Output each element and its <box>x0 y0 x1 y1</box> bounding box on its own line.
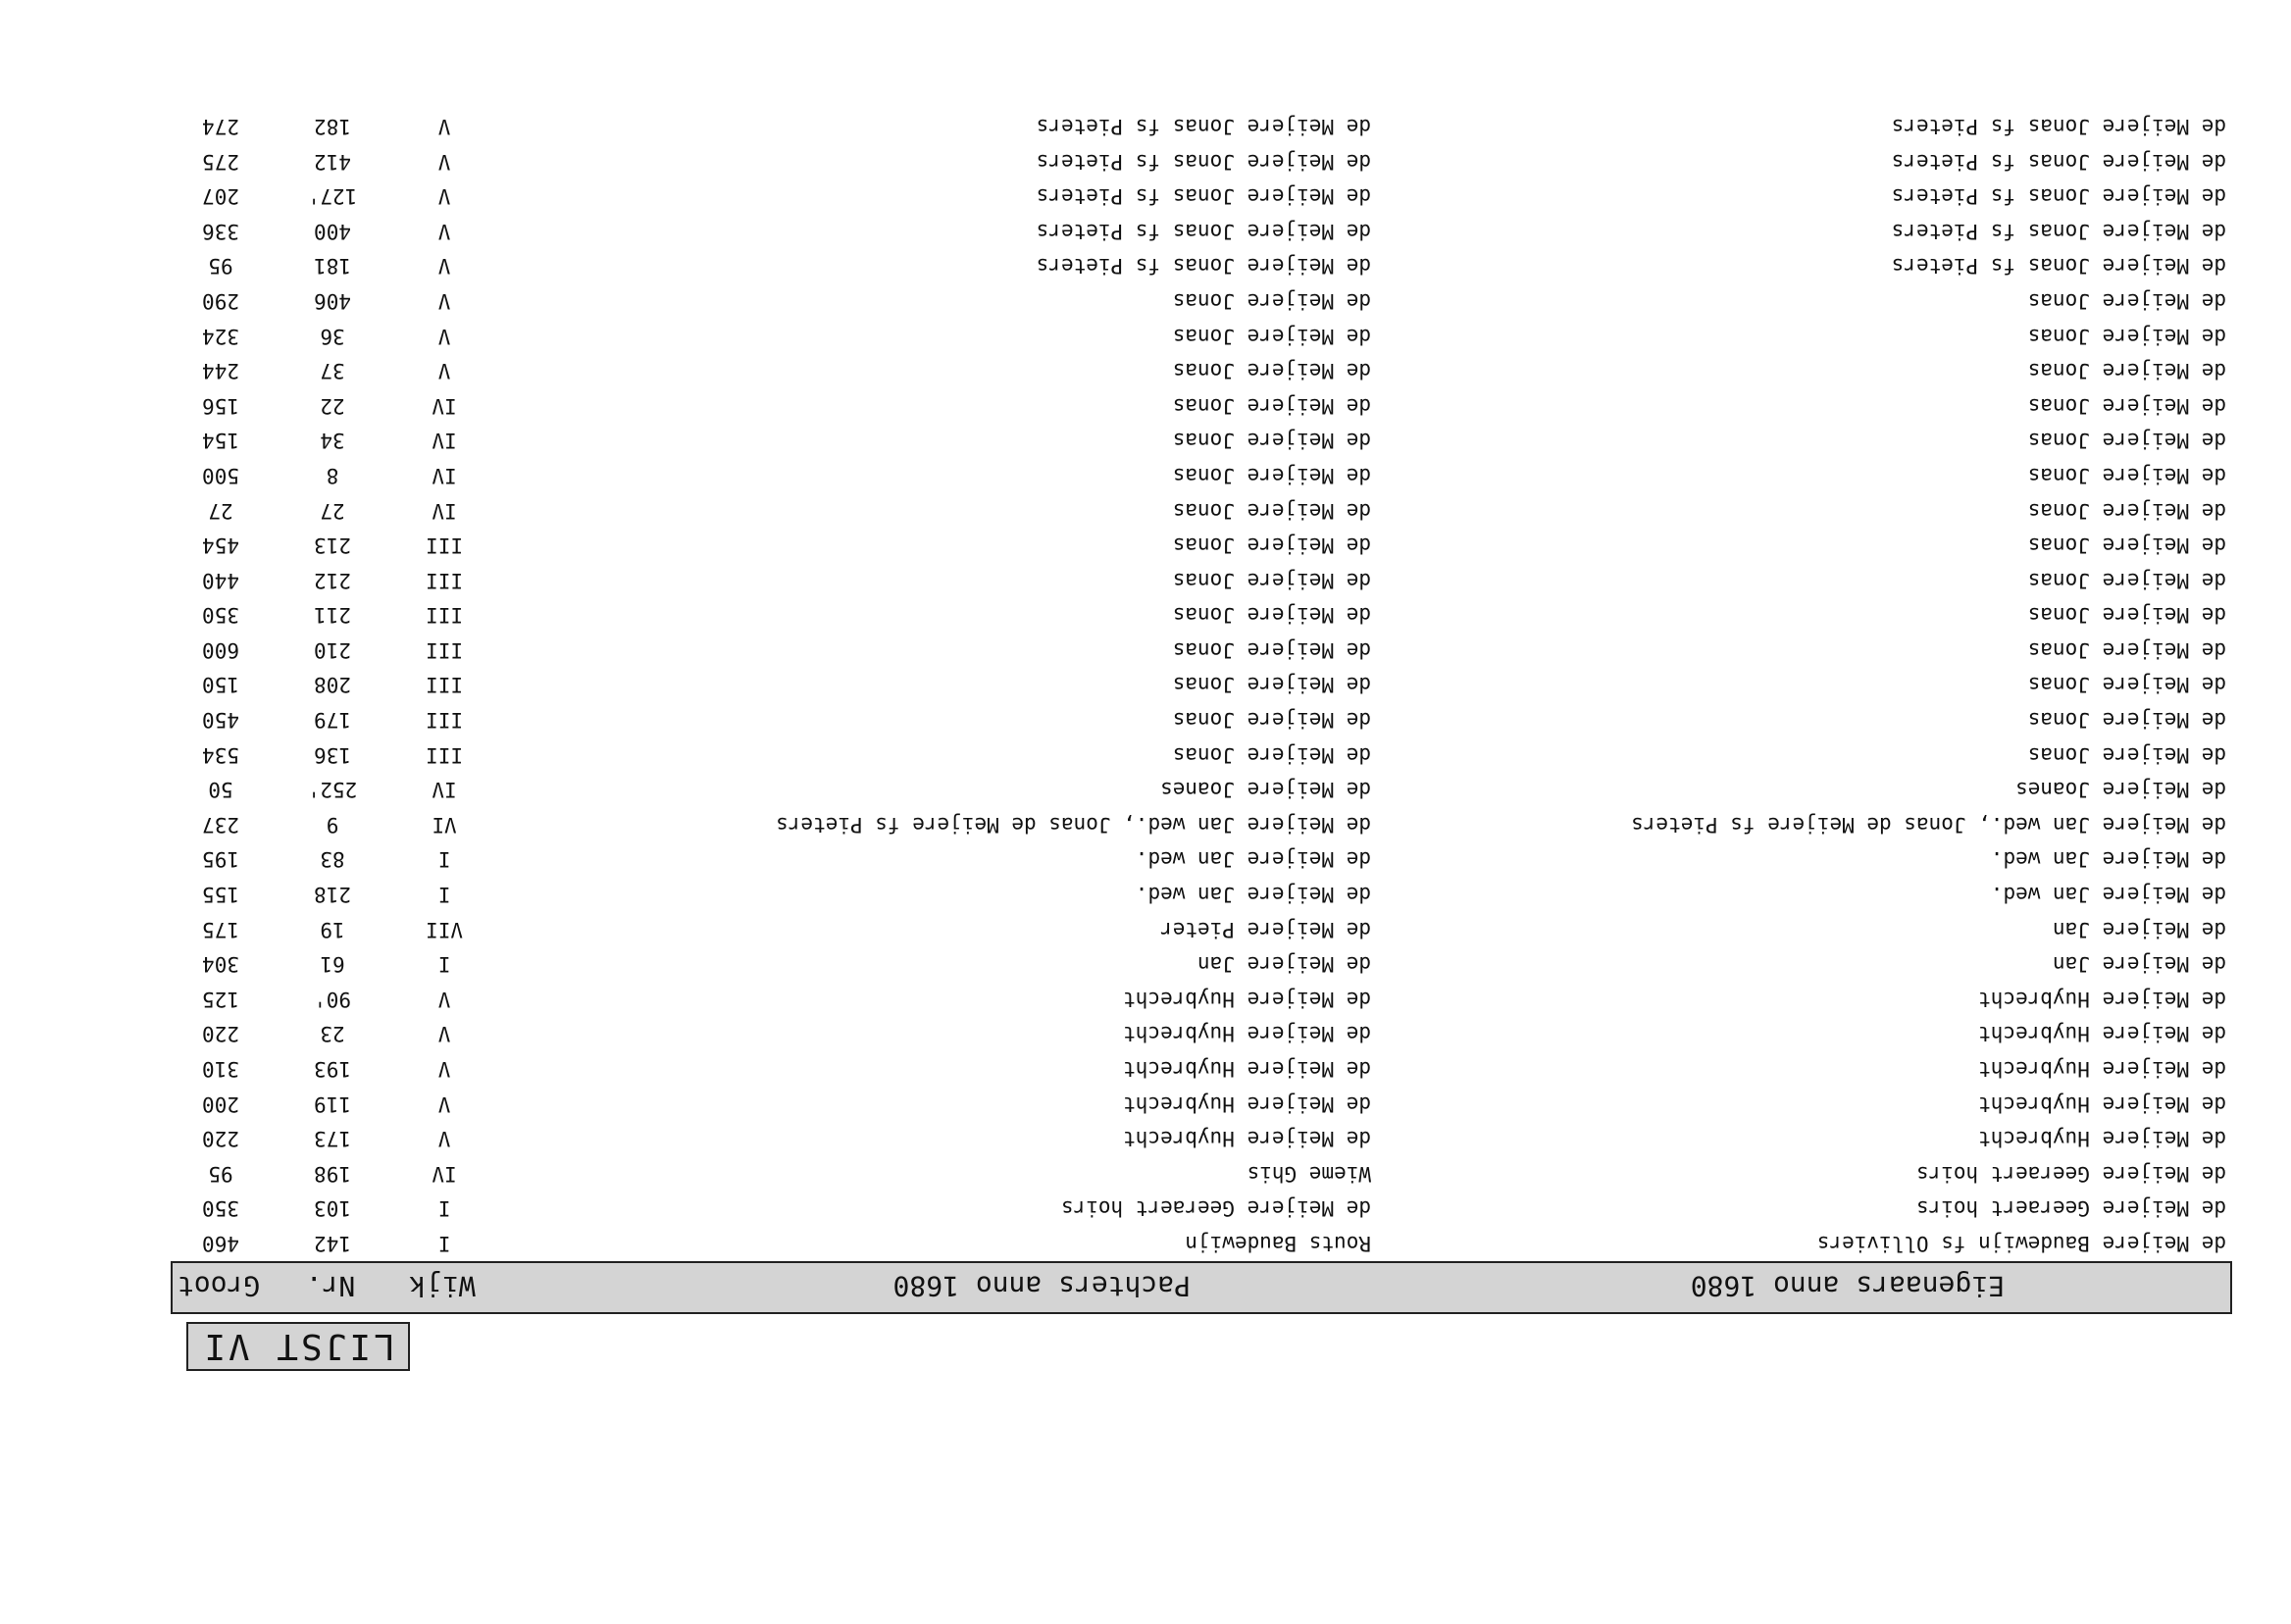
cell-wijk: V <box>437 115 451 138</box>
cell-eigenaar: de Meijere Geeraert hoirs <box>1915 1196 2226 1221</box>
cell-nr: 9 <box>326 812 339 837</box>
cell-wijk: V <box>437 1127 451 1151</box>
cell-wijk: V <box>437 1057 451 1082</box>
table-row <box>171 945 2232 981</box>
cell-eigenaar: de Meijere Jonas <box>2027 359 2226 383</box>
table-row <box>171 701 2232 736</box>
table-row <box>171 212 2232 247</box>
cell-wijk: V <box>437 184 451 209</box>
cell-eigenaar: de Meijere Jonas fs Pieters <box>1891 219 2226 243</box>
cell-pachter: de Meijere Jonas <box>1172 288 1371 313</box>
table-row <box>171 247 2232 282</box>
cell-nr: 252' <box>307 778 358 802</box>
cell-groot: 440 <box>202 568 239 592</box>
cell-groot: 237 <box>202 812 239 837</box>
table-row <box>171 840 2232 876</box>
cell-nr: 127' <box>307 184 358 209</box>
cell-nr: 61 <box>320 952 345 977</box>
cell-groot: 304 <box>202 952 239 977</box>
cell-nr: 406 <box>314 288 351 313</box>
cell-eigenaar: de Meijere Jan wed. <box>1990 847 2226 872</box>
cell-eigenaar: de Meijere Joanes <box>2015 778 2226 802</box>
cell-pachter: de Meijere Jonas <box>1172 637 1371 662</box>
table-row <box>171 1224 2232 1259</box>
table-row <box>171 1120 2232 1155</box>
cell-eigenaar: de Meijere Huybrecht <box>1978 1022 2226 1046</box>
cell-eigenaar: de Meijere Jonas <box>2027 498 2226 523</box>
table-row <box>171 561 2232 596</box>
cell-wijk: V <box>437 1022 451 1046</box>
cell-groot: 150 <box>202 673 239 697</box>
cell-groot: 200 <box>202 1091 239 1116</box>
cell-pachter: Wieme Ghis <box>1247 1161 1371 1186</box>
cell-pachter: de Meijere Jonas <box>1172 324 1371 348</box>
cell-groot: 95 <box>208 1161 233 1186</box>
cell-eigenaar: de Meijere Geeraert hoirs <box>1915 1161 2226 1186</box>
header-pachters: Pachters anno 1680 <box>892 1270 1191 1302</box>
cell-groot: 460 <box>202 1232 239 1255</box>
cell-nr: 36 <box>320 324 345 348</box>
table-row <box>171 422 2232 457</box>
cell-wijk: I <box>437 847 451 872</box>
cell-nr: 8 <box>326 463 339 487</box>
header-eigenaars: Eigenaars anno 1680 <box>1690 1270 2005 1302</box>
cell-wijk: I <box>437 952 451 977</box>
cell-wijk: V <box>437 324 451 348</box>
cell-wijk: IV <box>432 429 457 453</box>
cell-pachter: de Meijere Jonas fs Pieters <box>1036 184 1371 209</box>
cell-pachter: de Meijere Jonas fs Pieters <box>1036 219 1371 243</box>
table-row <box>171 456 2232 491</box>
cell-nr: 179 <box>314 708 351 733</box>
cell-groot: 154 <box>202 429 239 453</box>
cell-wijk: IV <box>432 463 457 487</box>
cell-groot: 50 <box>208 778 233 802</box>
cell-groot: 450 <box>202 708 239 733</box>
cell-eigenaar: de Meijere Huybrecht <box>1978 1057 2226 1082</box>
cell-groot: 600 <box>202 637 239 662</box>
cell-pachter: de Meijere Jonas <box>1172 568 1371 592</box>
cell-groot: 336 <box>202 219 239 243</box>
cell-groot: 244 <box>202 359 239 383</box>
table-row <box>171 666 2232 701</box>
table-row <box>171 1049 2232 1085</box>
cell-pachter: de Meijere Jonas fs Pieters <box>1036 149 1371 174</box>
cell-groot: 290 <box>202 288 239 313</box>
table-row <box>171 771 2232 806</box>
cell-eigenaar: de Meijere Jonas <box>2027 463 2226 487</box>
cell-eigenaar: de Meijere Jonas fs Pieters <box>1891 149 2226 174</box>
cell-eigenaar: de Meijere Huybrecht <box>1978 1091 2226 1116</box>
cell-wijk: III <box>426 533 463 558</box>
cell-eigenaar: de Meijere Huybrecht <box>1978 1127 2226 1151</box>
cell-eigenaar: de Meijere Jonas <box>2027 393 2226 418</box>
cell-pachter: de Meijere Jonas <box>1172 463 1371 487</box>
header-nr: Nr. <box>305 1270 356 1302</box>
cell-nr: 213 <box>314 533 351 558</box>
cell-wijk: V <box>437 1091 451 1116</box>
cell-groot: 274 <box>202 115 239 138</box>
table-row <box>171 317 2232 352</box>
cell-eigenaar: de Meijere Jonas fs Pieters <box>1891 184 2226 209</box>
cell-groot: 275 <box>202 149 239 174</box>
cell-pachter: de Meijere Jonas fs Pieters <box>1036 115 1371 138</box>
cell-nr: 37 <box>320 359 345 383</box>
cell-nr: 412 <box>314 149 351 174</box>
cell-nr: 142 <box>314 1232 351 1255</box>
table-row <box>171 352 2232 387</box>
table-row <box>171 1154 2232 1190</box>
cell-nr: 103 <box>314 1196 351 1221</box>
cell-eigenaar: de Meijere Baudewijn fs Olliviers <box>1816 1232 2226 1255</box>
table-header <box>171 1261 2232 1314</box>
cell-pachter: de Meijere Jonas <box>1172 393 1371 418</box>
table-row <box>171 178 2232 213</box>
cell-eigenaar: de Meijere Jonas fs Pieters <box>1891 254 2226 279</box>
cell-wijk: IV <box>432 393 457 418</box>
cell-wijk: IV <box>432 1161 457 1186</box>
cell-pachter: de Meijere Jonas <box>1172 673 1371 697</box>
cell-groot: 195 <box>202 847 239 872</box>
cell-eigenaar: de Meijere Jonas <box>2027 637 2226 662</box>
cell-wijk: III <box>426 568 463 592</box>
cell-groot: 207 <box>202 184 239 209</box>
cell-groot: 95 <box>208 254 233 279</box>
cell-pachter: de Meijere Jonas <box>1172 429 1371 453</box>
cell-wijk: III <box>426 708 463 733</box>
table-row <box>171 1085 2232 1120</box>
cell-wijk: III <box>426 603 463 628</box>
cell-pachter: de Meijere Jonas <box>1172 603 1371 628</box>
cell-groot: 220 <box>202 1127 239 1151</box>
cell-pachter: de Meijere Huybrecht <box>1123 1057 1371 1082</box>
cell-pachter: Routs Baudewijn <box>1185 1232 1371 1255</box>
cell-pachter: de Meijere Jonas fs Pieters <box>1036 254 1371 279</box>
cell-eigenaar: de Meijere Jonas fs Pieters <box>1891 115 2226 138</box>
cell-pachter: de Meijere Jan wed., Jonas de Meijere fs Pieters <box>776 812 1371 837</box>
cell-groot: 500 <box>202 463 239 487</box>
cell-eigenaar: de Meijere Jonas <box>2027 324 2226 348</box>
header-groot: Groot <box>177 1270 261 1302</box>
cell-wijk: I <box>437 883 451 907</box>
table-row <box>171 527 2232 562</box>
cell-groot: 155 <box>202 883 239 907</box>
cell-nr: 27 <box>320 498 345 523</box>
cell-nr: 83 <box>320 847 345 872</box>
cell-nr: 119 <box>314 1091 351 1116</box>
cell-groot: 310 <box>202 1057 239 1082</box>
cell-wijk: III <box>426 742 463 767</box>
cell-wijk: I <box>437 1232 451 1255</box>
cell-wijk: IV <box>432 778 457 802</box>
cell-pachter: de Meijere Jan <box>1196 952 1371 977</box>
table-row <box>171 875 2232 910</box>
table-row <box>171 910 2232 945</box>
cell-eigenaar: de Meijere Jan wed. <box>1990 883 2226 907</box>
cell-eigenaar: de Meijere Jonas <box>2027 708 2226 733</box>
table-body <box>171 107 2232 1259</box>
cell-pachter: de Meijere Huybrecht <box>1123 1022 1371 1046</box>
cell-pachter: de Meijere Jonas <box>1172 742 1371 767</box>
cell-nr: 218 <box>314 883 351 907</box>
cell-nr: 173 <box>314 1127 351 1151</box>
cell-groot: 454 <box>202 533 239 558</box>
table-row <box>171 386 2232 422</box>
cell-eigenaar: de Meijere Jonas <box>2027 533 2226 558</box>
cell-nr: 90' <box>314 987 351 1011</box>
cell-eigenaar: de Meijere Jan wed., Jonas de Meijere fs Pieters <box>1631 812 2226 837</box>
cell-nr: 181 <box>314 254 351 279</box>
cell-eigenaar: de Meijere Jonas <box>2027 288 2226 313</box>
cell-nr: 23 <box>320 1022 345 1046</box>
table-row <box>171 596 2232 632</box>
cell-nr: 400 <box>314 219 351 243</box>
table-row <box>171 805 2232 840</box>
cell-eigenaar: de Meijere Jonas <box>2027 673 2226 697</box>
cell-pachter: de Meijere Jonas <box>1172 533 1371 558</box>
cell-nr: 198 <box>314 1161 351 1186</box>
cell-wijk: I <box>437 1196 451 1221</box>
cell-eigenaar: de Meijere Jonas <box>2027 742 2226 767</box>
cell-eigenaar: de Meijere Jan <box>2052 917 2226 941</box>
cell-eigenaar: de Meijere Jonas <box>2027 568 2226 592</box>
cell-groot: 125 <box>202 987 239 1011</box>
cell-groot: 27 <box>208 498 233 523</box>
cell-nr: 211 <box>314 603 351 628</box>
cell-wijk: IV <box>432 498 457 523</box>
cell-wijk: V <box>437 359 451 383</box>
cell-pachter: de Meijere Huybrecht <box>1123 987 1371 1011</box>
cell-eigenaar: de Meijere Huybrecht <box>1978 987 2226 1011</box>
list-title: LIJST VI <box>186 1322 410 1371</box>
cell-groot: 534 <box>202 742 239 767</box>
cell-groot: 350 <box>202 1196 239 1221</box>
cell-nr: 212 <box>314 568 351 592</box>
cell-pachter: de Meijere Jonas <box>1172 708 1371 733</box>
cell-wijk: VI <box>432 812 457 837</box>
cell-eigenaar: de Meijere Jonas <box>2027 603 2226 628</box>
table-row <box>171 1190 2232 1225</box>
cell-pachter: de Meijere Jonas <box>1172 359 1371 383</box>
table-row <box>171 281 2232 317</box>
cell-eigenaar: de Meijere Jan <box>2052 952 2226 977</box>
cell-wijk: V <box>437 288 451 313</box>
cell-groot: 220 <box>202 1022 239 1046</box>
cell-nr: 208 <box>314 673 351 697</box>
cell-nr: 182 <box>314 115 351 138</box>
cell-nr: 136 <box>314 742 351 767</box>
cell-pachter: de Meijere Jan wed. <box>1135 847 1371 872</box>
cell-wijk: VII <box>426 917 463 941</box>
cell-wijk: III <box>426 673 463 697</box>
cell-pachter: de Meijere Jan wed. <box>1135 883 1371 907</box>
cell-pachter: de Meijere Joanes <box>1160 778 1371 802</box>
cell-pachter: de Meijere Huybrecht <box>1123 1091 1371 1116</box>
cell-eigenaar: de Meijere Jonas <box>2027 429 2226 453</box>
cell-groot: 156 <box>202 393 239 418</box>
cell-groot: 350 <box>202 603 239 628</box>
cell-nr: 210 <box>314 637 351 662</box>
cell-nr: 193 <box>314 1057 351 1082</box>
table-row <box>171 491 2232 527</box>
table-row <box>171 631 2232 666</box>
table-row <box>171 736 2232 771</box>
cell-nr: 34 <box>320 429 345 453</box>
cell-wijk: V <box>437 149 451 174</box>
cell-pachter: de Meijere Geeraert hoirs <box>1060 1196 1371 1221</box>
cell-pachter: de Meijere Pieter <box>1160 917 1371 941</box>
cell-nr: 19 <box>320 917 345 941</box>
cell-wijk: V <box>437 219 451 243</box>
cell-groot: 324 <box>202 324 239 348</box>
cell-pachter: de Meijere Huybrecht <box>1123 1127 1371 1151</box>
cell-wijk: V <box>437 254 451 279</box>
cell-groot: 175 <box>202 917 239 941</box>
cell-wijk: V <box>437 987 451 1011</box>
table-row <box>171 142 2232 178</box>
cell-pachter: de Meijere Jonas <box>1172 498 1371 523</box>
table-row <box>171 107 2232 142</box>
table-row <box>171 980 2232 1015</box>
header-wijk: Wijk <box>409 1270 476 1302</box>
table-row <box>171 1015 2232 1050</box>
cell-wijk: III <box>426 637 463 662</box>
cell-nr: 22 <box>320 393 345 418</box>
